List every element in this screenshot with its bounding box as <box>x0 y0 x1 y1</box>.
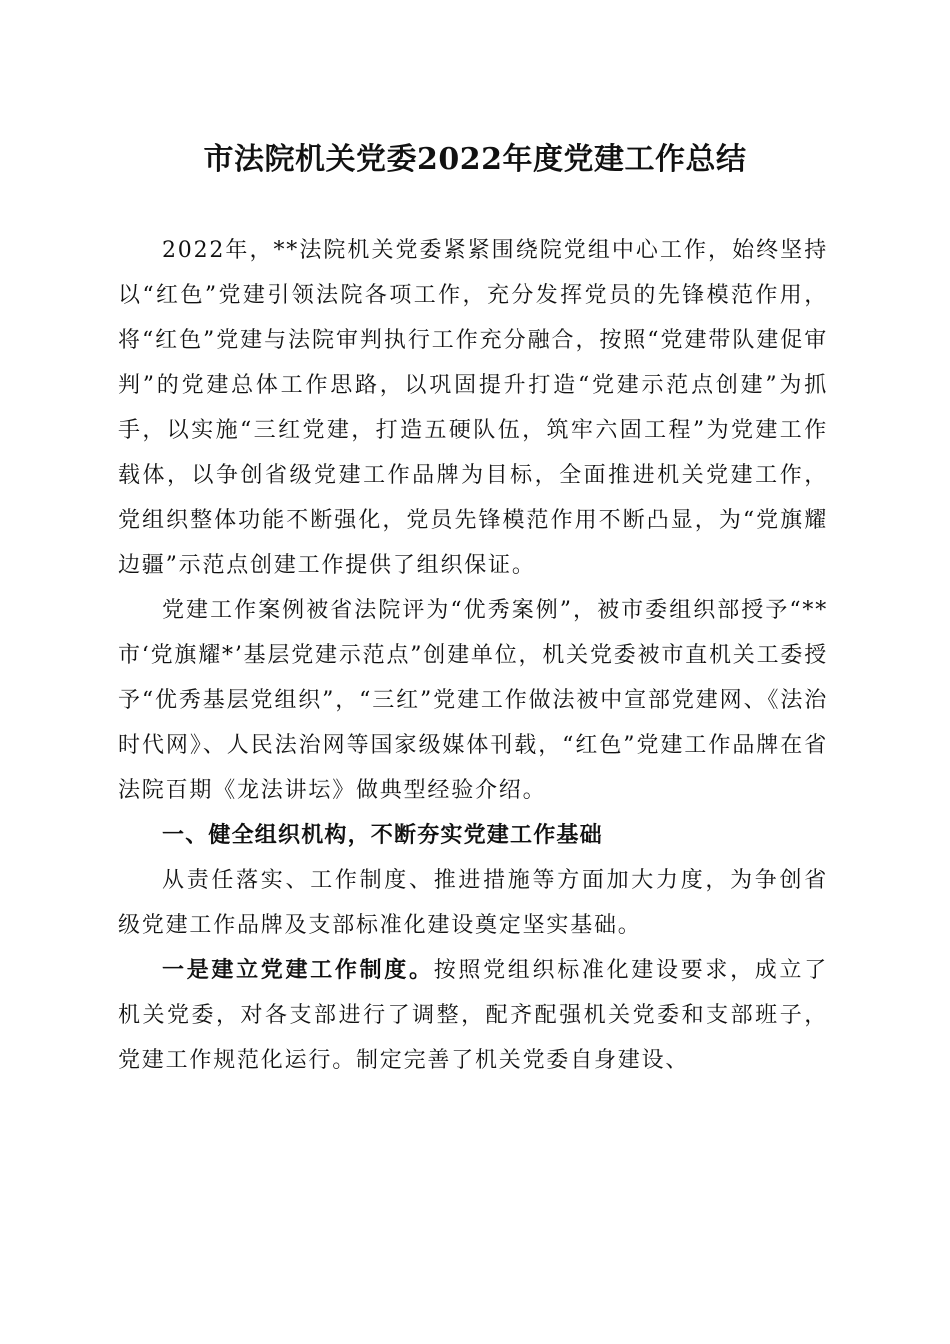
paragraph-lead-phrase: 一是建立党建工作制度。 <box>162 957 434 983</box>
paragraph-system-building <box>118 948 828 1083</box>
document-title: 市法院机关党委2022年度党建工作总结 <box>203 142 747 177</box>
paragraph-intro: 2022年，**法院机关党委紧紧围绕院党组中心工作，始终坚持以“红色”党建引领法院各项工作，充分发挥党员的先锋模范作用，将“红色”党建与法院审判执行工作充分融合，按照“党建带队建促审判”的党建总体工作思路，以巩固提升打造“党建示范点创建”为抓手，以实施“三红党建，打造五硬队伍，筑牢六固工程”为党建工作载体，以争创省级党建工作品牌为目标，全面推进机关党建工作，党组织整体功能不断强化，党员先锋模范作用不断凸显，为“党旗耀边疆”示范点创建工作提供了组织保证。 <box>118 238 828 578</box>
section-heading-1: 一、健全组织机构，不断夯实党建工作基础 <box>162 823 603 848</box>
paragraph-honors: 党建工作案例被省法院评为“优秀案例”，被市委组织部授予“**市‘党旗耀*’基层党建示范点”创建单位，机关党委被市直机关工委授予“优秀基层党组织”，“三红”党建工作做法被中宣部党建网、《法治时代网》、人民法治网等国家级媒体刊载，“红色”党建工作品牌在省法院百期《龙法讲坛》做典型经验介绍。 <box>118 598 828 803</box>
paragraph-body-text: 按照党组织标准化建设要求，成立了机关党委，对各支部进行了调整，配齐配强机关党委和支部班子，党建工作规范化运行。制定完善了机关党委自身建设、 <box>118 958 828 1073</box>
paragraph-section-1-summary: 从责任落实、工作制度、推进措施等方面加大力度，为争创省级党建工作品牌及支部标准化建设奠定坚实基础。 <box>118 868 828 938</box>
document-body <box>118 228 828 1083</box>
